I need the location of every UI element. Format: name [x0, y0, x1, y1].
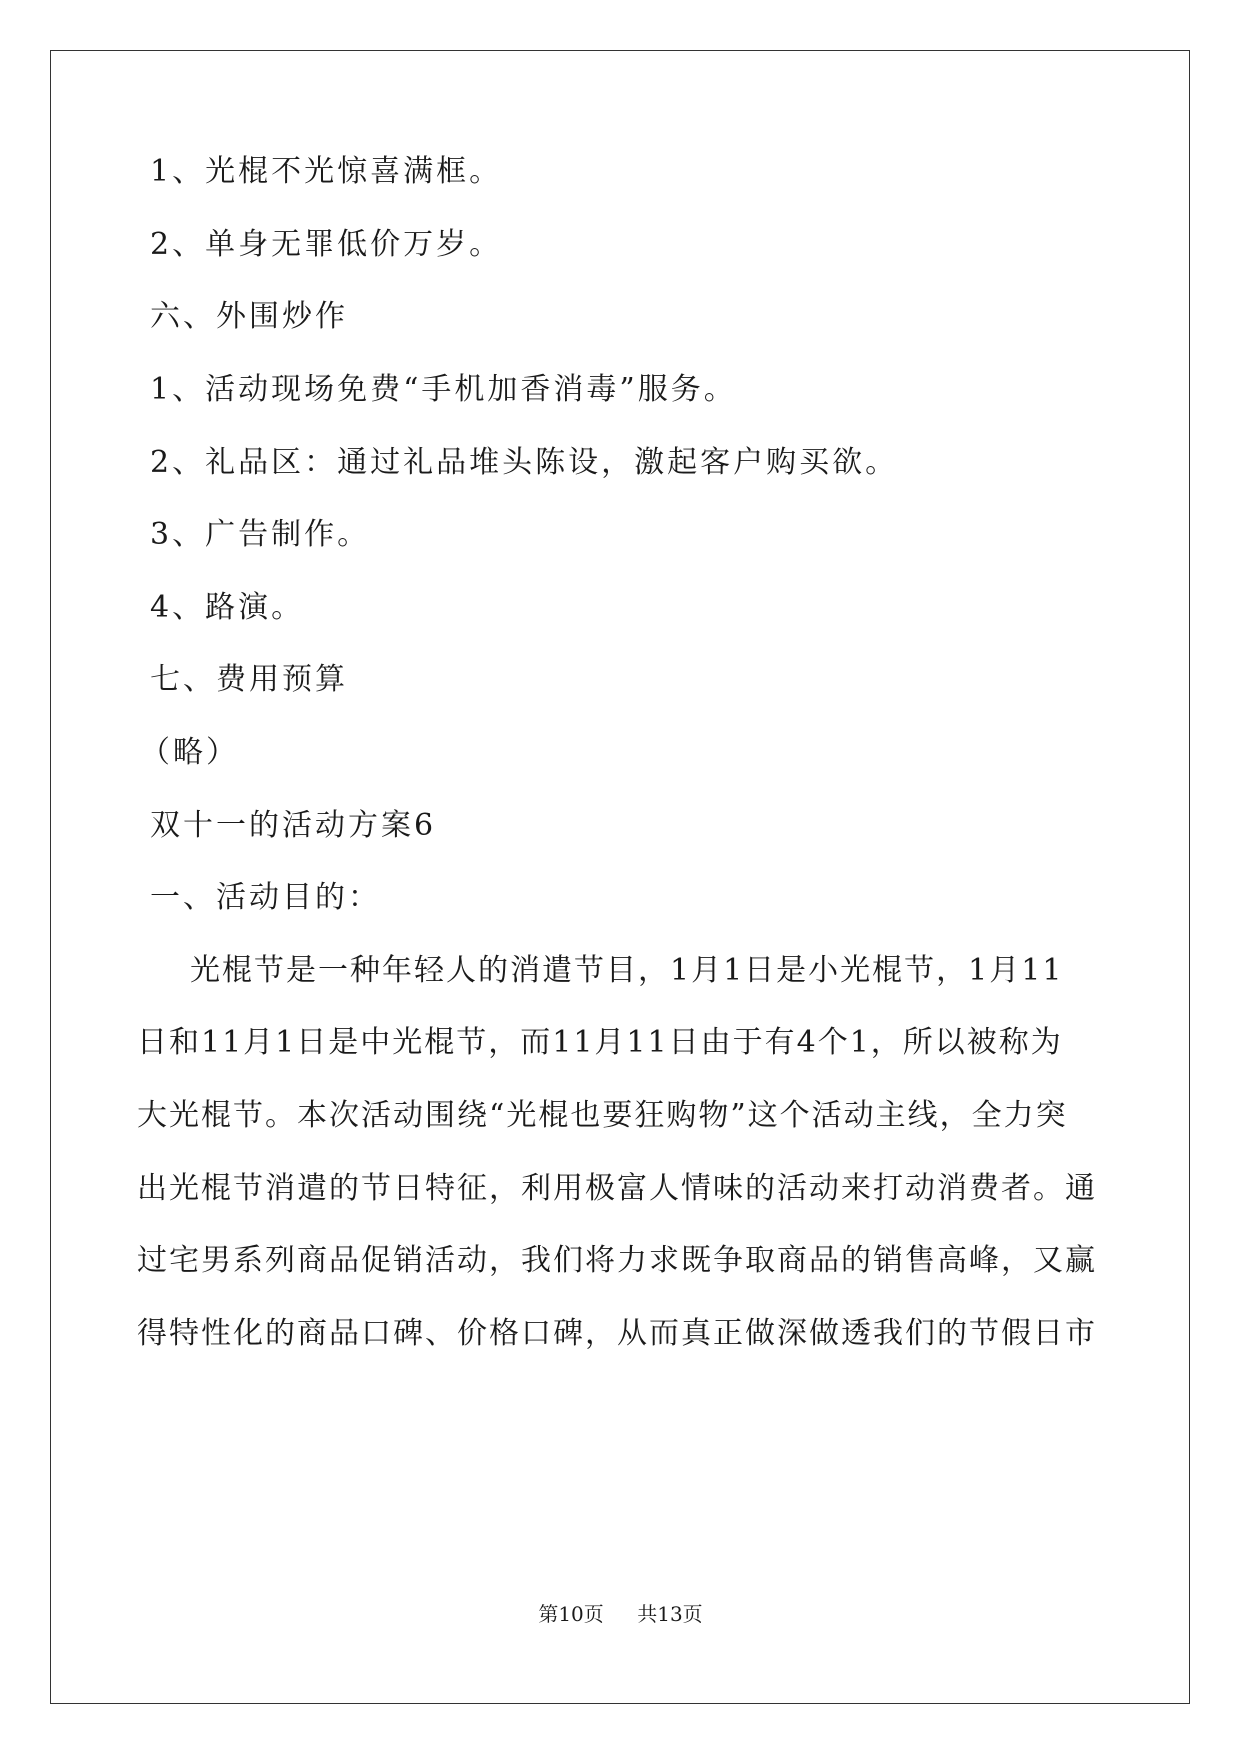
section-heading-7: 七、费用预算 [150, 662, 348, 697]
section-heading-1: 一、活动目的： [150, 880, 381, 915]
paragraph-line: 出光棍节消遣的节日特征，利用极富人情味的活动来打动消费者。通 [137, 1171, 1097, 1206]
list-item-5: 3、广告制作。 [150, 517, 371, 552]
paragraph-line: 日和11月1日是中光棍节，而11月11日由于有4个1，所以被称为 [137, 1025, 1063, 1060]
page-total: 共13页 [637, 1602, 703, 1626]
paragraph-line: 大光棍节。本次活动围绕“光棍也要狂购物”这个活动主线，全力突 [137, 1098, 1068, 1133]
list-item-3: 1、活动现场免费“手机加香消毒”服务。 [150, 372, 737, 407]
page-number: 第10页 [538, 1602, 604, 1626]
list-item-2: 2、单身无罪低价万岁。 [150, 227, 503, 262]
omitted-note: （略） [140, 735, 239, 770]
list-item-1: 1、光棍不光惊喜满框。 [150, 154, 503, 189]
section-heading-6: 六、外围炒作 [150, 299, 348, 334]
paragraph-line: 光棍节是一种年轻人的消遣节目，1月1日是小光棍节，1月11 [190, 953, 1064, 988]
paragraph-line: 得特性化的商品口碑、价格口碑，从而真正做深做透我们的节假日市 [137, 1316, 1097, 1351]
page-footer [0, 1600, 1241, 1628]
list-item-4: 2、礼品区：通过礼品堆头陈设，激起客户购买欲。 [150, 445, 899, 480]
list-item-6: 4、路演。 [150, 590, 305, 625]
paragraph-line: 过宅男系列商品促销活动，我们将力求既争取商品的销售高峰，又赢 [137, 1243, 1097, 1278]
document-title: 双十一的活动方案6 [150, 808, 437, 843]
